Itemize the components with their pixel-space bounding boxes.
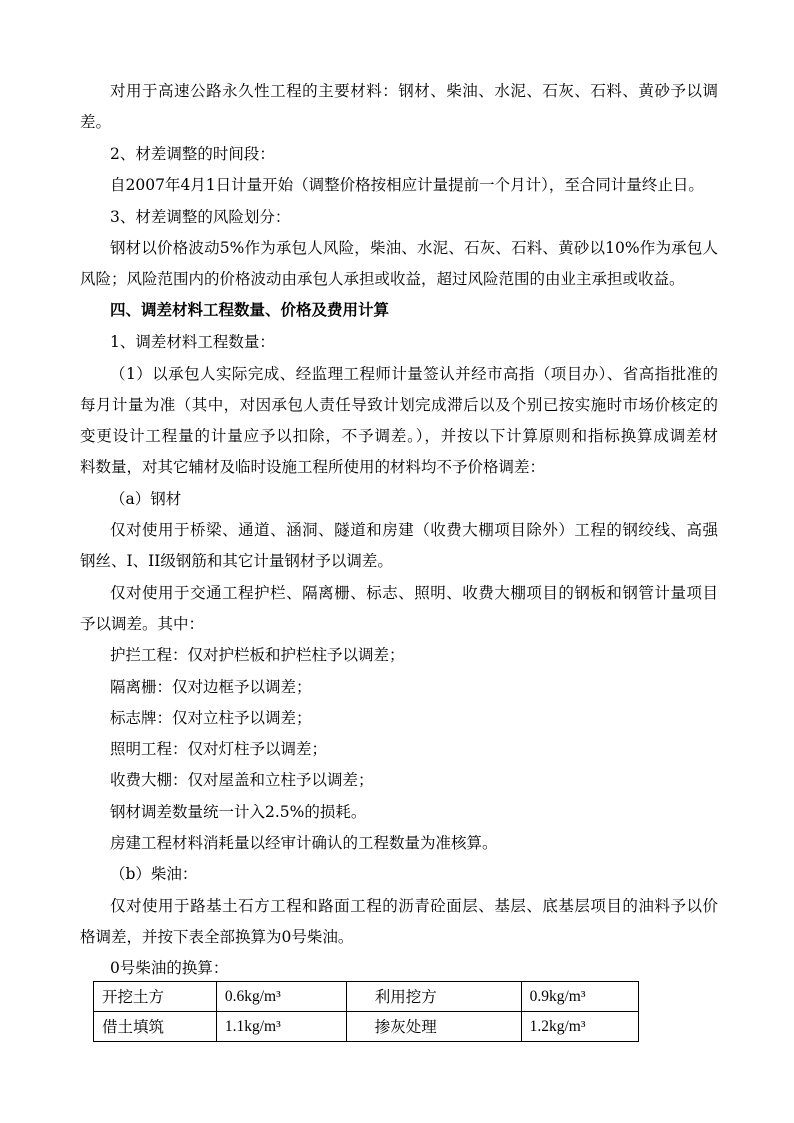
paragraph-line: 予以调差。其中： — [80, 615, 205, 633]
table-row — [94, 982, 639, 1012]
table-cell: 1.1kg/m³ — [216, 1012, 346, 1042]
paragraph-line: 料数量，对其它辅材及临时设施工程所使用的材料均不予价格调差： — [80, 458, 546, 476]
table-cell: 掺灰处理 — [346, 1012, 521, 1042]
paragraph-line: 钢材以价格波动5%作为承包人风险，柴油、水泥、石灰、石料、黄砂以10%作为承包人 — [110, 239, 718, 257]
list-item: 房建工程材料消耗量以经审计确认的工程数量为准核算。 — [110, 834, 498, 852]
list-item: 标志牌：仅对立柱予以调差； — [110, 709, 312, 727]
table-cell: 0.6kg/m³ — [216, 982, 346, 1012]
paragraph-line: 对用于高速公路永久性工程的主要材料：钢材、柴油、水泥、石灰、石料、黄砂予以调 — [110, 82, 718, 100]
item-heading: （b）柴油： — [110, 865, 198, 883]
paragraph-line: 变更设计工程量的计量应予以扣除，不予调差。），并按以下计算原则和指标换算成调差材 — [80, 427, 718, 445]
paragraph-line: （1）以承包人实际完成、经监理工程师计量签认并经市高指（项目办）、省高指批准的 — [110, 365, 718, 383]
list-item: 收费大棚：仅对屋盖和立柱予以调差； — [110, 771, 374, 789]
subheading: 2、材差调整的时间段： — [110, 145, 275, 163]
table-cell: 1.2kg/m³ — [521, 1012, 638, 1042]
table-cell: 0.9kg/m³ — [521, 982, 638, 1012]
list-item: 照明工程：仅对灯柱予以调差； — [110, 740, 328, 758]
list-item: 钢材调差数量统一计入2.5%的损耗。 — [110, 803, 367, 821]
item-heading: （a）钢材 — [110, 490, 182, 508]
paragraph-line: 仅对使用于路基土石方工程和路面工程的沥青砼面层、基层、底基层项目的油料予以价 — [110, 897, 718, 915]
paragraph-line: 仅对使用于桥梁、通道、涵洞、隧道和房建（收费大棚项目除外）工程的钢绞线、高强 — [110, 521, 718, 539]
table-cell: 利用挖方 — [346, 982, 521, 1012]
paragraph-line: 格调差，并按下表全部换算为0号柴油。 — [80, 928, 354, 946]
subheading: 1、调差材料工程数量： — [110, 333, 275, 351]
subheading: 3、材差调整的风险划分： — [110, 208, 291, 226]
list-item: 护拦工程：仅对护栏板和护栏柱予以调差； — [110, 646, 405, 664]
paragraph-line: 仅对使用于交通工程护栏、隔离栅、标志、照明、收费大棚项目的钢板和钢管计量项目 — [110, 584, 718, 602]
paragraph-line: 风险；风险范围内的价格波动由承包人承担或收益，超过风险范围的由业主承担或收益。 — [80, 270, 685, 288]
table-cell: 开挖土方 — [94, 982, 217, 1012]
table-caption: 0号柴油的换算： — [110, 959, 229, 977]
table-cell: 借土填筑 — [94, 1012, 217, 1042]
paragraph-line: 每月计量为准（其中，对因承包人责任导致计划完成滞后以及个别已按实施时市场价核定的 — [80, 396, 718, 414]
diesel-conversion-table — [93, 981, 639, 1042]
list-item: 隔离栅：仅对边框予以调差； — [110, 678, 312, 696]
paragraph-line: 差。 — [80, 113, 112, 131]
section-heading: 四、调差材料工程数量、价格及费用计算 — [110, 300, 390, 319]
table-row — [94, 1012, 639, 1042]
paragraph-line: 自2007年4月1日计量开始（调整价格按相应计量提前一个月计），至合同计量终止日。 — [110, 176, 704, 194]
paragraph-line: 钢丝、I、II级钢筋和其它计量钢材予以调差。 — [80, 552, 393, 570]
